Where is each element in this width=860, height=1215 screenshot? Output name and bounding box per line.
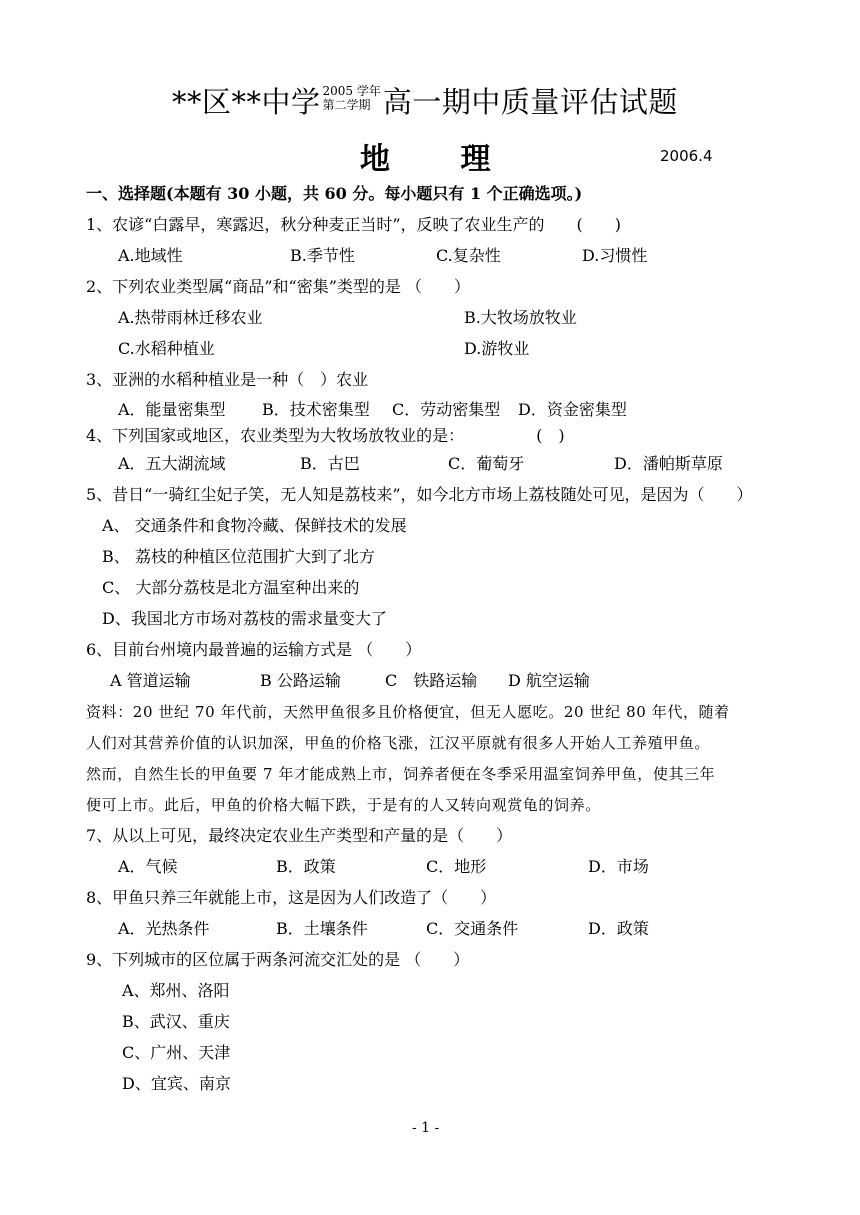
exam-title <box>172 78 678 126</box>
title-term-year: 2005 学年 <box>322 84 381 98</box>
question-7-option-b: B．政策 <box>276 857 336 876</box>
question-3-option-c: C．劳动密集型 <box>392 400 501 419</box>
question-5-option-d: D、我国北方市场对荔枝的需求量变大了 <box>102 609 387 628</box>
title-term <box>323 84 381 112</box>
question-1-option-a: A.地域性 <box>118 246 183 265</box>
title-term-semester: 第二学期 <box>322 98 371 112</box>
question-2-option-b: B.大牧场放牧业 <box>464 308 577 327</box>
question-4-option-a: A．五大湖流域 <box>118 454 226 473</box>
question-7-option-c: C．地形 <box>426 857 487 876</box>
exam-date: 2006.4 <box>660 147 713 165</box>
question-4-option-c: C．葡萄牙 <box>448 454 525 473</box>
question-1-option-c: C.复杂性 <box>436 246 501 265</box>
question-4-stem: 4、下列国家或地区，农业类型为大牧场放牧业的是： ( ) <box>86 426 565 445</box>
question-1-option-b: B.季节性 <box>290 246 355 265</box>
question-3-stem: 3、亚洲的水稻种植业是一种（ ）农业 <box>86 370 369 389</box>
question-9-stem: 9、下列城市的区位属于两条河流交汇处的是 （ ） <box>86 950 470 969</box>
question-3-option-b: B．技术密集型 <box>262 400 370 419</box>
question-9-option-b: B、武汉、重庆 <box>122 1012 230 1031</box>
question-2-option-d: D.游牧业 <box>464 339 530 358</box>
section-heading: 一、选择题(本题有 30 小题，共 60 分。每小题只有 1 个正确选项。) <box>86 184 583 203</box>
question-1-option-d: D.习惯性 <box>582 246 648 265</box>
question-9-option-c: C、广州、天津 <box>122 1043 231 1062</box>
page-number: - 1 - <box>412 1120 440 1136</box>
material-line-2: 人们对其营养价值的认识加深，甲鱼的价格飞涨，江汉平原就有很多人开始人工养殖甲鱼。 <box>86 734 711 752</box>
question-3-option-d: D．资金密集型 <box>518 400 627 419</box>
question-7-stem: 7、从以上可见，最终决定农业生产类型和产量的是（ ） <box>86 826 513 845</box>
subject-title: 地 理 <box>360 142 521 177</box>
question-2-option-c: C.水稻种植业 <box>118 339 215 358</box>
question-5-stem: 5、昔日“一骑红尘妃子笑，无人知是荔枝来”，如今北方市场上荔枝随处可见，是因为（ ） <box>86 485 753 504</box>
question-9-option-d: D、宜宾、南京 <box>122 1074 231 1093</box>
question-3-option-a: A．能量密集型 <box>118 400 226 419</box>
question-1-stem: 1、农谚“白露早，寒露迟，秋分种麦正当时”，反映了农业生产的 ( ) <box>86 215 622 234</box>
question-9-option-a: A、郑州、洛阳 <box>122 981 230 1000</box>
question-4-option-d: D．潘帕斯草原 <box>614 454 723 473</box>
question-5-option-c: C、 大部分荔枝是北方温室种出来的 <box>102 578 360 597</box>
question-5-option-a: A、 交通条件和食物冷藏、保鲜技术的发展 <box>102 516 407 535</box>
question-4-option-b: B．古巴 <box>300 454 360 473</box>
question-7-option-d: D．市场 <box>588 857 649 876</box>
question-5-option-b: B、 荔枝的种植区位范围扩大到了北方 <box>102 547 375 566</box>
question-6-option-a: A 管道运输 <box>110 671 191 690</box>
question-2-stem: 2、下列农业类型属“商品”和“密集”类型的是 （ ） <box>86 277 470 296</box>
title-school: **区**中学 <box>172 85 321 119</box>
question-6-option-b: B 公路运输 <box>260 671 341 690</box>
question-8-option-b: B．土壤条件 <box>276 919 368 938</box>
question-6-option-d: D 航空运输 <box>508 671 590 690</box>
question-8-option-a: A．光热条件 <box>118 919 210 938</box>
question-6-option-c: C 铁路运输 <box>385 671 478 690</box>
question-8-option-c: C．交通条件 <box>426 919 519 938</box>
material-line-4: 便可上市。此后，甲鱼的价格大幅下跌，于是有的人又转向观赏龟的饲养。 <box>86 796 601 814</box>
title-exam-name: 高一期中质量评估试题 <box>382 85 678 119</box>
question-6-stem: 6、目前台州境内最普遍的运输方式是 （ ） <box>86 640 422 659</box>
question-8-stem: 8、甲鱼只养三年就能上市，这是因为人们改造了（ ） <box>86 888 497 907</box>
question-2-option-a: A.热带雨林迁移农业 <box>118 308 263 327</box>
question-7-option-a: A．气候 <box>118 857 178 876</box>
question-8-option-d: D．政策 <box>588 919 649 938</box>
material-line-1: 资料：20 世纪 70 年代前，天然甲鱼很多且价格便宜，但无人愿吃。20 世纪 80 年代，随着 <box>86 703 730 721</box>
material-line-3: 然而，自然生长的甲鱼要 7 年才能成熟上市，饲养者便在冬季采用温室饲养甲鱼，使其三年 <box>86 765 716 783</box>
